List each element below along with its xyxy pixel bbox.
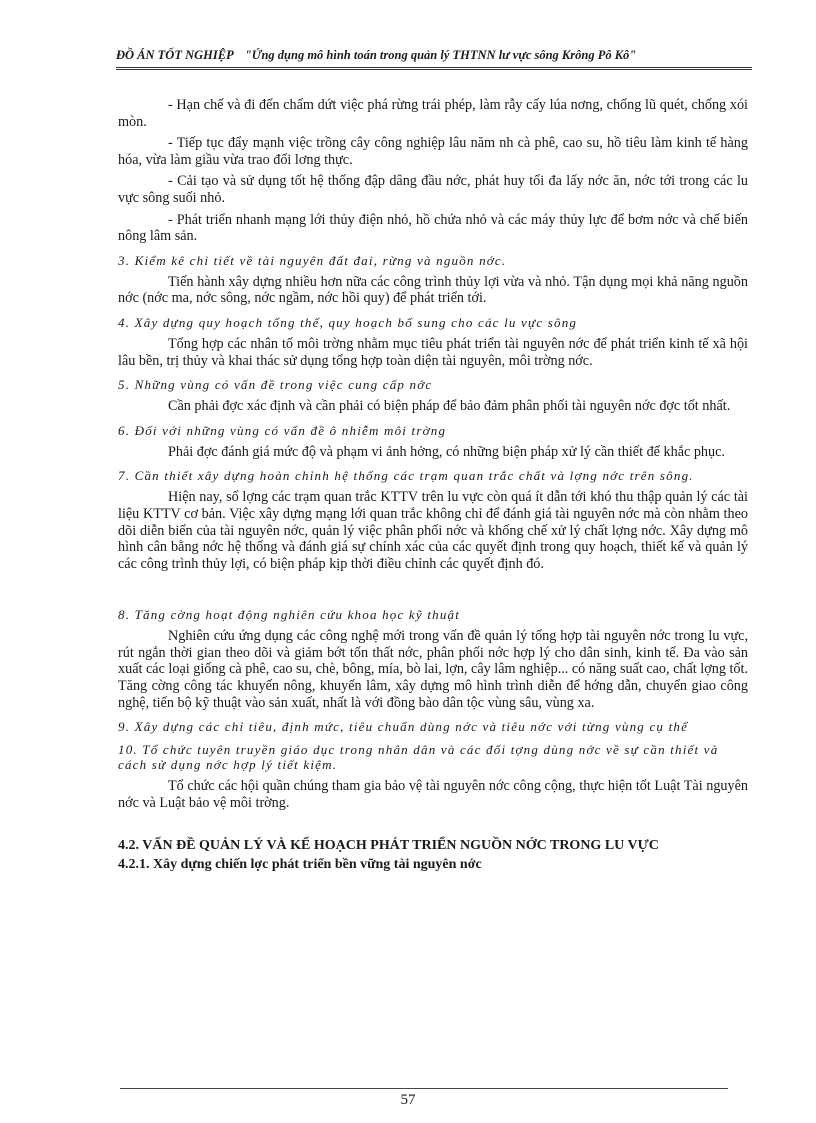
spacer xyxy=(118,577,748,599)
item-heading-6: 6. Đối với những vùng có vấn đề ô nhiễm môi trờng xyxy=(118,422,447,438)
footer-divider xyxy=(120,1088,728,1089)
spacer xyxy=(118,816,748,838)
item-paragraph-3: Tiến hành xây dựng nhiều hơn nữa các công trình thủy lợi vừa và nhỏ. Tận dụng mọi khả năng nguồn nớc (nớc ma, nớc sông, nớc ngầm, nớc hồi quy) để phát triển tới. xyxy=(118,273,748,307)
bullet-paragraph: - Phát triển nhanh mạng lới thủy điện nhỏ, hồ chứa nhỏ và các máy thủy lực để bơm nớc và chế biến nông lâm sản. xyxy=(118,211,748,245)
item-heading-5: 5. Những vùng có vấn đề trong việc cung cấp nớc xyxy=(118,377,433,393)
item-paragraph-7: Hiện nay, số lợng các trạm quan trắc KTTV trên lu vực còn quá ít dẫn tới khó thu thập quản lý các tài liệu KTTV cơ bản. Việc xây dựng mạng lới quan trắc không chỉ để đánh giá tài nguyên nớc mà còn nhằm theo dõi diễn biến của tài nguyên nớc, quản lý việc phân phối nớc và khống chế xử lý chất lợng nớc. Xây dựng mô hình cân bằng nớc hệ thống và đánh giá sự chính xác của các quyết định trong quy hoạch, thiết kế và quản lý các công trình thủy lợi, có biện pháp kịp thời điều chỉnh các quyết định đó. xyxy=(118,489,748,572)
item-paragraph-4: Tổng hợp các nhân tố môi trờng nhằm mục tiêu phát triển tài nguyên nớc để phát triển kinh tế xã hội lâu bền, trị thủy và khai thác sử dụng tổng hợp toàn diện tài nguyên, môi trờng nớc. xyxy=(118,335,748,369)
bullet-paragraph: - Hạn chế và đi đến chấm dứt việc phá rừng trái phép, làm rẫy cấy lúa nơng, chống lũ quét, chống xói mòn. xyxy=(118,97,748,130)
item-heading-7: 7. Cần thiết xây dựng hoàn chỉnh hệ thống các trạm quan trắc chất và lợng nớc trên sông. xyxy=(118,468,694,484)
item-paragraph-6: Phải đợc đánh giá mức độ và phạm vi ảnh hởng, có những biện pháp xử lý cần thiết để khắc phục. xyxy=(168,443,725,460)
header-title: ĐỒ ÁN TỐT NGHIỆP xyxy=(116,48,234,62)
item-heading-9: 9. Xây dựng các chỉ tiêu, định mức, tiêu chuẩn dùng nớc và tiêu nớc với từng vùng cụ thể xyxy=(118,719,689,735)
item-paragraph-10: Tổ chức các hội quần chúng tham gia bảo vệ tài nguyên nớc công cộng, thực hiện tốt Luật Tài nguyên nớc và Luật bảo vệ môi trờng. xyxy=(118,778,748,811)
item-paragraph-5: Cần phải đợc xác định và cần phải có biện pháp để bảo đảm phân phối tài nguyên nớc đợc tốt nhất. xyxy=(168,398,731,415)
bullet-paragraph: - Cải tạo và sử dụng tốt hệ thống đập dâng đầu nớc, phát huy tối đa lấy nớc ăn, nớc tới trong các lu vực sông suối nhỏ. xyxy=(118,173,748,206)
header-subtitle: "Ứng dụng mô hình toán trong quản lý THTNN lư vực sông Krông Pô Kô" xyxy=(244,48,637,62)
section-heading-4-2: 4.2. VẤN ĐỀ QUẢN LÝ VÀ KẾ HOẠCH PHÁT TRIỂN NGUỒN NỚC TRONG LU VỰC xyxy=(118,838,659,854)
item-heading-4: 4. Xây dựng quy hoạch tổng thể, quy hoạch bổ sung cho các lu vực sông xyxy=(118,314,578,330)
document-body xyxy=(118,97,748,876)
section-heading-4-2-1: 4.2.1. Xây dựng chiến lợc phát triển bền vững tài nguyên nớc xyxy=(118,857,482,873)
item-paragraph-8: Nghiên cứu ứng dụng các công nghệ mới trong vấn đề quản lý tổng hợp tài nguyên nớc trong lu vực, rút ngắn thời gian theo dõi và giảm bớt tổn thất nớc, phân phối nớc hợp lý cho dân sinh, kinh tế. Đa vào sản xuất các loại giống cà phê, cao su, chè, bông, mía, bò lai, lợn, cây lâm nghiệp... có năng suất cao, chất lợng tốt. Tăng cờng công tác khuyến nông, khuyến lâm, xây dựng mô hình trình diễn để hớng dẫn, chuyển giao công nghệ, tiến bộ kỹ thuật vào sản xuất, nhất là với đồng bào dân tộc vùng sâu, vùng xa. xyxy=(118,628,748,711)
item-heading-10: 10. Tổ chức tuyên truyền giáo dục trong nhân dân và các đối tợng dùng nớc về sự cần thiết và cách sử dụng nớc hợp lý tiết kiệm. xyxy=(118,742,719,773)
item-heading-8: 8. Tăng cờng hoạt động nghiên cứu khoa học kỹ thuật xyxy=(118,607,461,623)
page-number: 57 xyxy=(400,1092,416,1108)
bullet-paragraph: - Tiếp tục đẩy mạnh việc trồng cây công nghiệp lâu năm nh cà phê, cao su, hồ tiêu làm kinh tế hàng hóa, vừa làm giầu vừa trao đổi lơng thực. xyxy=(118,135,748,168)
item-heading-3: 3. Kiểm kê chi tiết về tài nguyên đất đai, rừng và nguồn nớc. xyxy=(118,252,507,268)
page-header xyxy=(116,48,752,70)
